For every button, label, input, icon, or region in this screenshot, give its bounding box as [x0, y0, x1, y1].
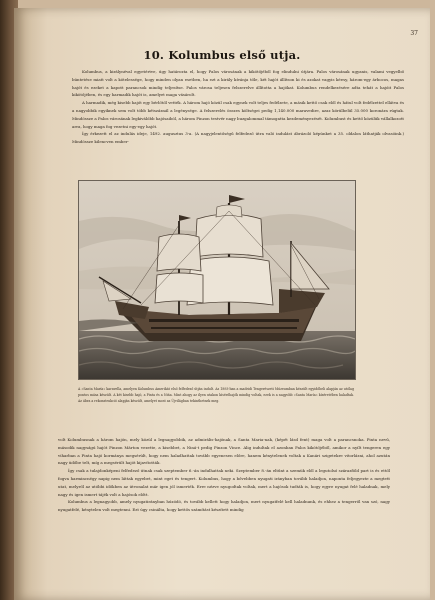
paragraph: Kolumbus a legnagyobb, amely nyugatirányban húzódó, és tovább kellett hogy haladjon, mert nyugatfelé kell haladnunk, és ehhez a tengerről van szó, nagy nyugatfelé, kénytelen volt megtenni. Ezt úgy csinálta, hogy kettős számítást készített mindig	[58, 499, 390, 513]
paragraph: Így érkezett el az indulás ideje, 1492. augusztus 3-a. (A nagyjelentőségű felfedező útra való indulást ábrázoló képünket a 35. oldalon láthatják olvasóink.) Mindössze kilencven ember-	[72, 131, 404, 145]
chapter-title: 10. Kolumbus első utja.	[143, 48, 301, 62]
paragraph: Így csak a tulajdonképeni felfedező útnak csak szeptember 6.-án indulhattak neki. Szeptember 8.-án eltűnt a szemük elől a legutolsó szárazföld part is és ettől fogva harmincnégy napig nem láttak egyebet, mint eget és tengert. Kolumbus, hogy a bővebben nyugati irányban tovább haladjon, naponta feljegyezte a megtett utat, melyről az utóbbi időkben az útvonalat már igen jól ismerték. Erre nézve nyugodtak voltak, mert a hajósok tudták is, hogy egyre nyugat felé haladnak, mely nagy és igen ismert tájék volt a hajósok előtt.	[58, 468, 390, 497]
paragraph: A harmadik, még kisebb hajót egy bérlőtől vették. A három hajó közül csak egynek volt teljes fedélzete, a másik kettő csak elől és hátul volt fedélzettel ellátva és a nagyobbik egyiknek sem volt több kétszáznál a legénysége. A felszerelés összes költségei pedig 1,140.000 maravedire, azaz körülbelül 35.000 koronára rúgtak. Mindössze a Palos városának legkiválóbb hajósaiból, a három Pinzon testvér nagy buzgalommal támogatta kezdeményezését. Kolumbust és kettő közülük vállalkozott arra, hogy maga fog vezetni egy-egy hajót.	[72, 100, 404, 129]
page-number: 37	[410, 30, 418, 37]
body-text-top	[72, 68, 404, 146]
body-text-bottom	[58, 436, 390, 514]
paragraph: Kolumbus, a királynéval egyetértve, úgy határozta el, hogy Palos városának a kikötőjéből fog elindulni útjára. Palos városának ugyanis, valami vegyelbő büntetése miatt volt a kötelessége, hogy minden olyan esetben, ha ezt a király kívánja tőle, két hajót állítson ki és azokat vagyis kéesy, három-egy árbocos, magas hajót és ezeket a kapott parancsok mindig teljesítse. Palos városa teljesen felszerelve állította a hajókat. Kolumbus rendelkezésére adta tehát a hajóit Palos kikötőjében, és egy harmadik hajót is, amelyet maga vásárolt.	[72, 69, 404, 98]
ship-illustration	[78, 180, 356, 380]
paragraph: volt Kolumbusnak a három hajón, mely közül a legnagyobbik, az admirális-hajónak, a Santa Maria-nak, (képét lásd fent) maga volt a parancsnoka. Pinta nevű, második nagyságú hajót Pinzon Márton vezette, a kisebbet, a Niná-t pedig Pinzon Vince. Alig indultak el azonban Palos kikötőjéből, amikor a nyílt tengeren egy viharban a Pinta hajó kormánya megsérült, hogy nem haladhattak tovább egyenesen előre, hanem kénytelenek voltak a Kanári szigetekre vitorlázni, ahol azután nagy üdőbe telt, míg a megsérült hajót kijavították.	[58, 437, 390, 466]
ship-engraving-image	[79, 181, 355, 379]
figure-caption: A »Santa María« karavella, amelyen Kolumbus Amerikát első felfedező útján indult. Az 1893-ban a madridi Tengerészeti Múzeumban készült egyidőbeli alapján az utólag pontos mása készült. A két kisebb hajó, a Pinta és a Niña. Mint ahogy az ilyen utakon kísérőhajók mindig voltak, ezek is a nagyobb »Santa María« kíséretében haladtak. Az ábra a rekonstrukció alapján készült, amelyet most az Újvilágban tekinthetnek meg.	[78, 387, 354, 403]
